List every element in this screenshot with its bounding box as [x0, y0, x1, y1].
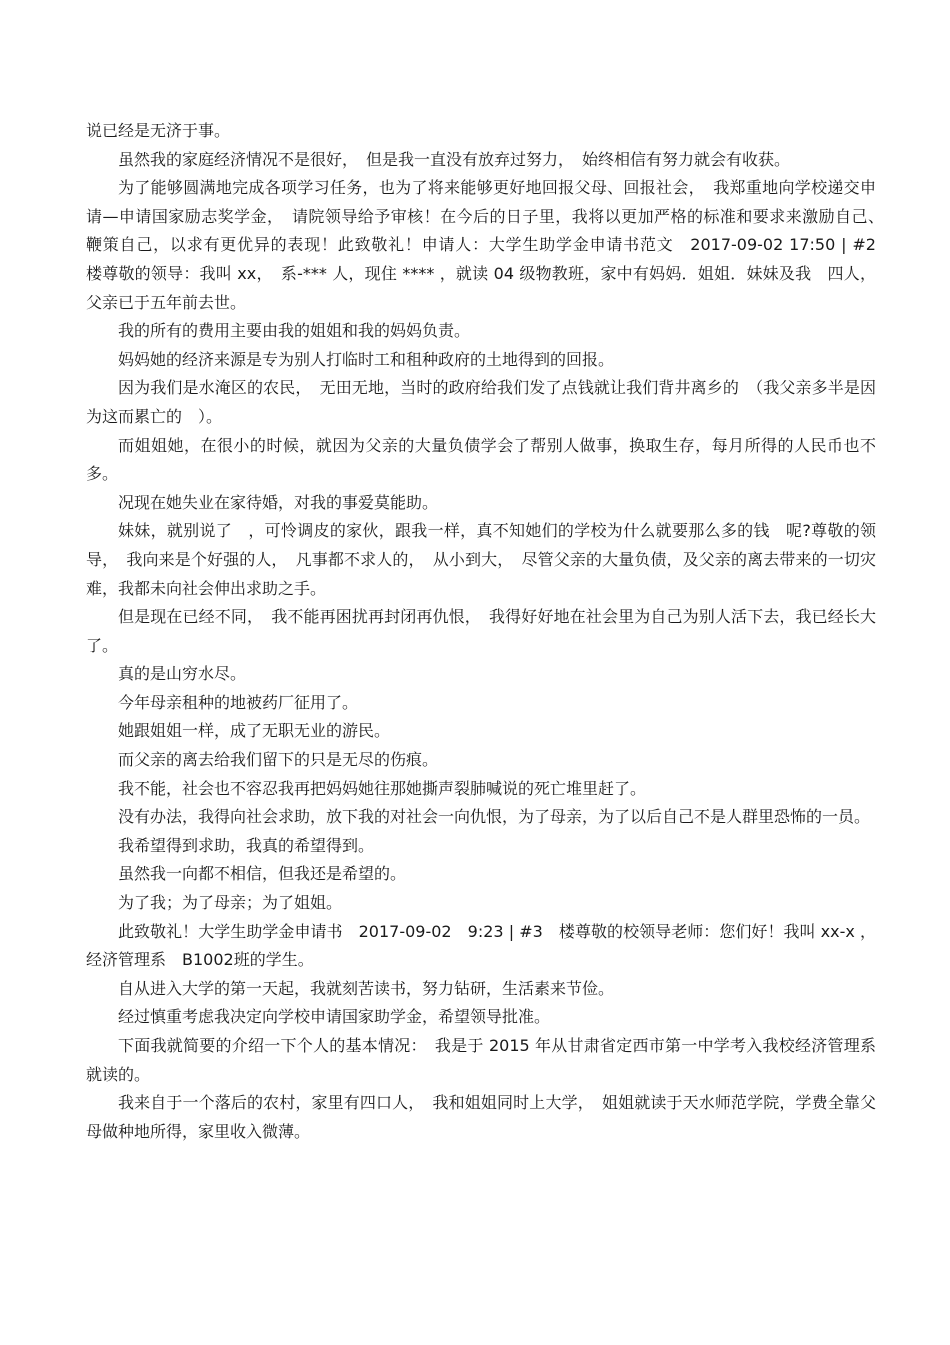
paragraph: 我不能，社会也不容忍我再把妈妈她往那她撕声裂肺喊说的死亡堆里赶了。 [118, 778, 647, 798]
paragraph: 此致敬礼！大学生助学金申请书 2017-09-02 9:23 | #3 楼尊敬的校领导老师：您们好！我叫 xx-x ，经济管理系 B1002班的学生。 [86, 921, 876, 970]
paragraph: 妹妹，就别说了 ，可怜调皮的家伙，跟我一样，真不知她们的学校为什么就要那么多的钱 呢?尊敬的领导， 我向来是个好强的人， 凡事都不求人的， 从小到大， 尽管父亲的大量负债，及父亲的离去带来的一切灾难，我都未向社会伸出求助之手。 [86, 521, 876, 598]
paragraph: 虽然我一向都不相信，但我还是希望的。 [118, 864, 407, 884]
paragraph: 妈妈她的经济来源是专为别人打临时工和租种政府的土地得到的回报。 [118, 349, 615, 369]
paragraph: 虽然我的家庭经济情况不是很好， 但是我一直没有放弃过努力， 始终相信有努力就会有收获。 [118, 149, 791, 169]
paragraph: 没有办法，我得向社会求助，放下我的对社会一向仇恨，为了母亲，为了以后自己不是人群里恐怖的一员。 [118, 807, 871, 827]
body-text [86, 117, 893, 1146]
paragraph: 我希望得到求助，我真的希望得到。 [118, 835, 375, 855]
paragraph: 我来自于一个落后的农村，家里有四口人， 我和姐姐同时上大学， 姐姐就读于天水师范学院，学费全靠父母做种地所得，家里收入微薄。 [86, 1093, 876, 1141]
paragraph: 况现在她失业在家待婚，对我的事爱莫能助。 [118, 492, 439, 512]
paragraph: 但是现在已经不同， 我不能再困扰再封闭再仇恨， 我得好好地在社会里为自己为别人活下去，我已经长大了。 [86, 607, 876, 655]
paragraph: 我的所有的费用主要由我的姐姐和我的妈妈负责。 [118, 321, 471, 341]
paragraph: 自从进入大学的第一天起，我就刻苦读书，努力钻研，生活素来节俭。 [118, 978, 615, 998]
paragraph: 而父亲的离去给我们留下的只是无尽的伤痕。 [118, 750, 439, 770]
paragraph: 为了能够圆满地完成各项学习任务，也为了将来能够更好地回报父母、回报社会， 我郑重地向学校递交申请—申请国家励志奖学金， 请院领导给予审核！在今后的日子里，我将以更加严格的标准和要求来激励自己、 鞭策自己，以求有更优异的表现！此致敬礼！申请人：大学生助学金申请书范文 2017-09-02 17:50 | #2 楼尊敬的领导：我叫 xx， 系-*** 人，现住 **** ，就读 04 级物教班，家中有妈妈．姐姐．妹妹及我 四人，父亲已于五年前去世。 [86, 178, 893, 312]
paragraph: 她跟姐姐一样，成了无职无业的游民。 [118, 721, 391, 741]
paragraph: 因为我们是水淹区的农民， 无田无地，当时的政府给我们发了点钱就让我们背井离乡的 （我父亲多半是因为这而累亡的 ）。 [86, 378, 876, 426]
paragraph: 真的是山穷水尽。 [118, 664, 247, 684]
paragraph: 经过慎重考虑我决定向学校申请国家助学金，希望领导批准。 [118, 1007, 551, 1027]
paragraph: 下面我就简要的介绍一下个人的基本情况： 我是于 2015 年从甘肃省定西市第一中学考入我校经济管理系就读的。 [86, 1036, 876, 1084]
paragraph: 为了我；为了母亲；为了姐姐。 [118, 893, 343, 913]
paragraph: 今年母亲租种的地被药厂征用了。 [118, 692, 359, 712]
paragraph: 说已经是无济于事。 [86, 121, 231, 140]
paragraph: 而姐姐她，在很小的时候，就因为父亲的大量负债学会了帮别人做事，换取生存，每月所得的人民币也不多。 [86, 435, 876, 484]
